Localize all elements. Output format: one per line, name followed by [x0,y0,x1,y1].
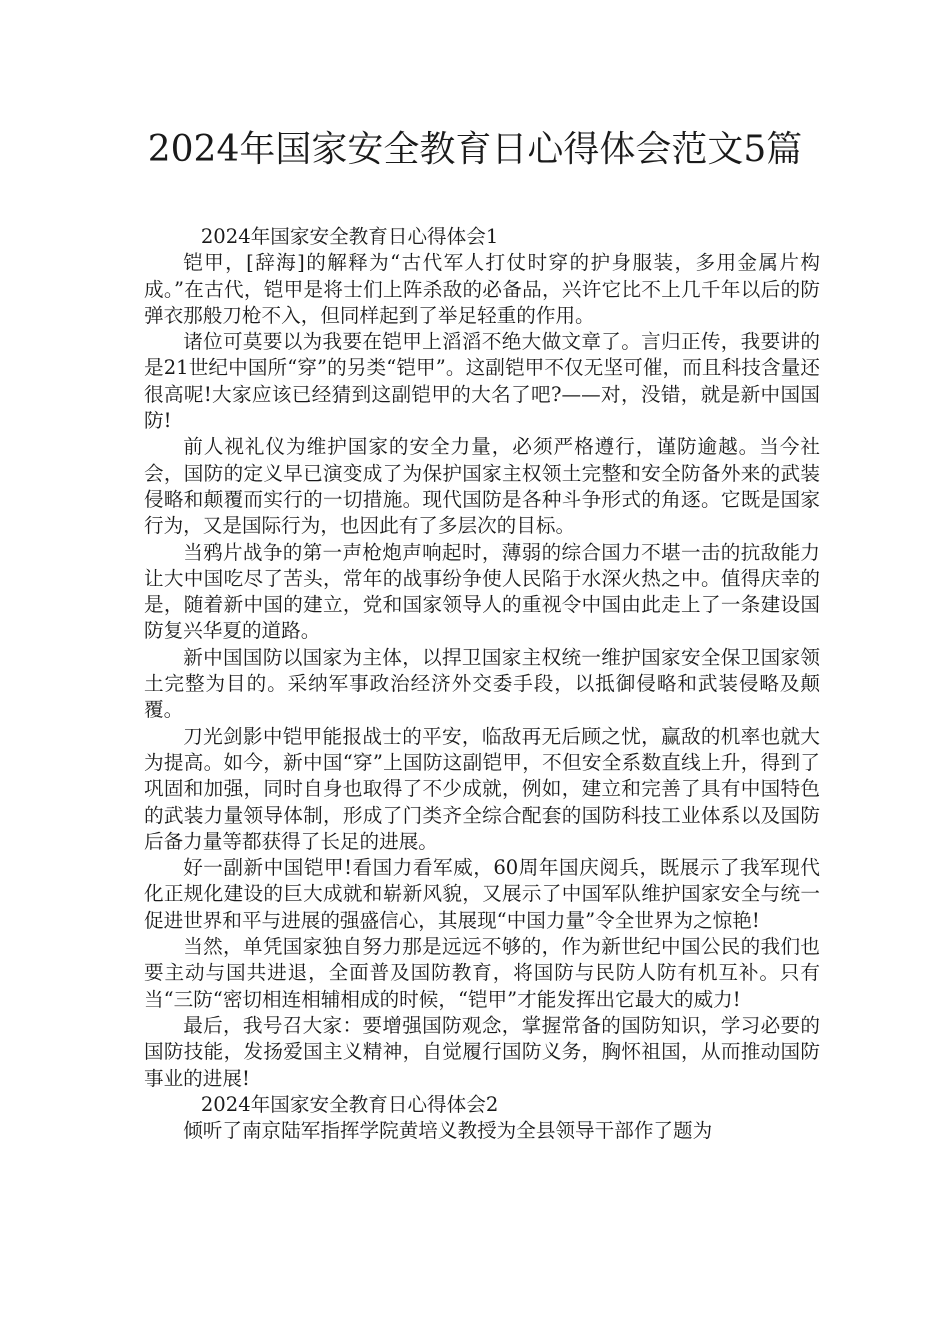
body-paragraph: 铠甲，[辞海]的解释为“古代军人打仗时穿的护身服装，多用金属片构成。”在古代，铠甲是将士们上阵杀敌的必备品，兴许它比不上几千年以后的防弹衣那般刀枪不入，但同样起到了举足轻重的作用。 [144,251,820,327]
body-paragraph: 新中国国防以国家为主体，以捍卫国家主权统一维护国家安全保卫国家领土完整为目的。采纳军事政治经济外交委手段，以抵御侵略和武装侵略及颠覆。 [144,645,820,722]
body-paragraph: 当然，单凭国家独自努力那是远远不够的，作为新世纪中国公民的我们也要主动与国共进退，全面普及国防教育，将国防与民防人防有机互补。只有当“三防“密切相连相辅相成的时候，“铠甲”才能发挥出它最大的威力! [144,935,820,1011]
section-heading: 2024年国家安全教育日心得体会1 [200,225,499,248]
document-title: 2024年国家安全教育日心得体会范文5篇 [147,129,803,170]
body-paragraph: 前人视礼仪为维护国家的安全力量，必须严格遵行，谨防逾越。当今社会，国防的定义早已演变成了为保护国家主权领土完整和安全防备外来的武装侵略和颠覆而实行的一切措施。现代国防是各种斗争形式的角逐。它既是国家行为，又是国际行为，也因此有了多层次的目标。 [144,435,820,538]
body-paragraph: 刀光剑影中铠甲能报战士的平安，临敌再无后顾之忧，赢敌的机率也就大为提高。如今，新中国“穿”上国防这副铠甲，不但安全系数直线上升，得到了巩固和加强，同时自身也取得了不少成就，例如，建立和完善了具有中国特色的武装力量领导体制，形成了门类齐全综合配套的国防科技工业体系以及国防后备力量等都获得了长足的进展。 [144,724,820,853]
body-paragraph: 当鸦片战争的第一声枪炮声响起时，薄弱的综合国力不堪一击的抗敌能力让大中国吃尽了苦头，常年的战事纷争使人民陷于水深火热之中。值得庆幸的是，随着新中国的建立，党和国家领导人的重视令中国由此走上了一条建设国防复兴华夏的道路。 [144,540,820,643]
body-paragraph: 倾听了南京陆军指挥学院黄培义教授为全县领导干部作了题为 [183,1119,713,1143]
section-heading: 2024年国家安全教育日心得体会2 [200,1092,499,1116]
document-body [144,224,820,1144]
body-paragraph: 最后，我号召大家：要增强国防观念，掌握常备的国防知识，学习必要的国防技能，发扬爱国主义精神，自觉履行国防义务，胸怀祖国，从而推动国防事业的进展! [144,1013,820,1090]
body-paragraph: 诸位可莫要以为我要在铠甲上滔滔不绝大做文章了。言归正传，我要讲的是21世纪中国所“穿”的另类“铠甲”。这副铠甲不仅无坚可催，而且科技含量还很高呢!大家应该已经猜到这副铠甲的大名了吧?——对，没错，就是新中国国防! [144,330,820,433]
body-paragraph: 好一副新中国铠甲!看国力看军威，60周年国庆阅兵，既展示了我军现代化正规化建设的巨大成就和崭新风貌，又展示了中国军队维护国家安全与统一促进世界和平与进展的强盛信心，其展现“中国力量”令全世界为之惊艳! [144,856,820,932]
